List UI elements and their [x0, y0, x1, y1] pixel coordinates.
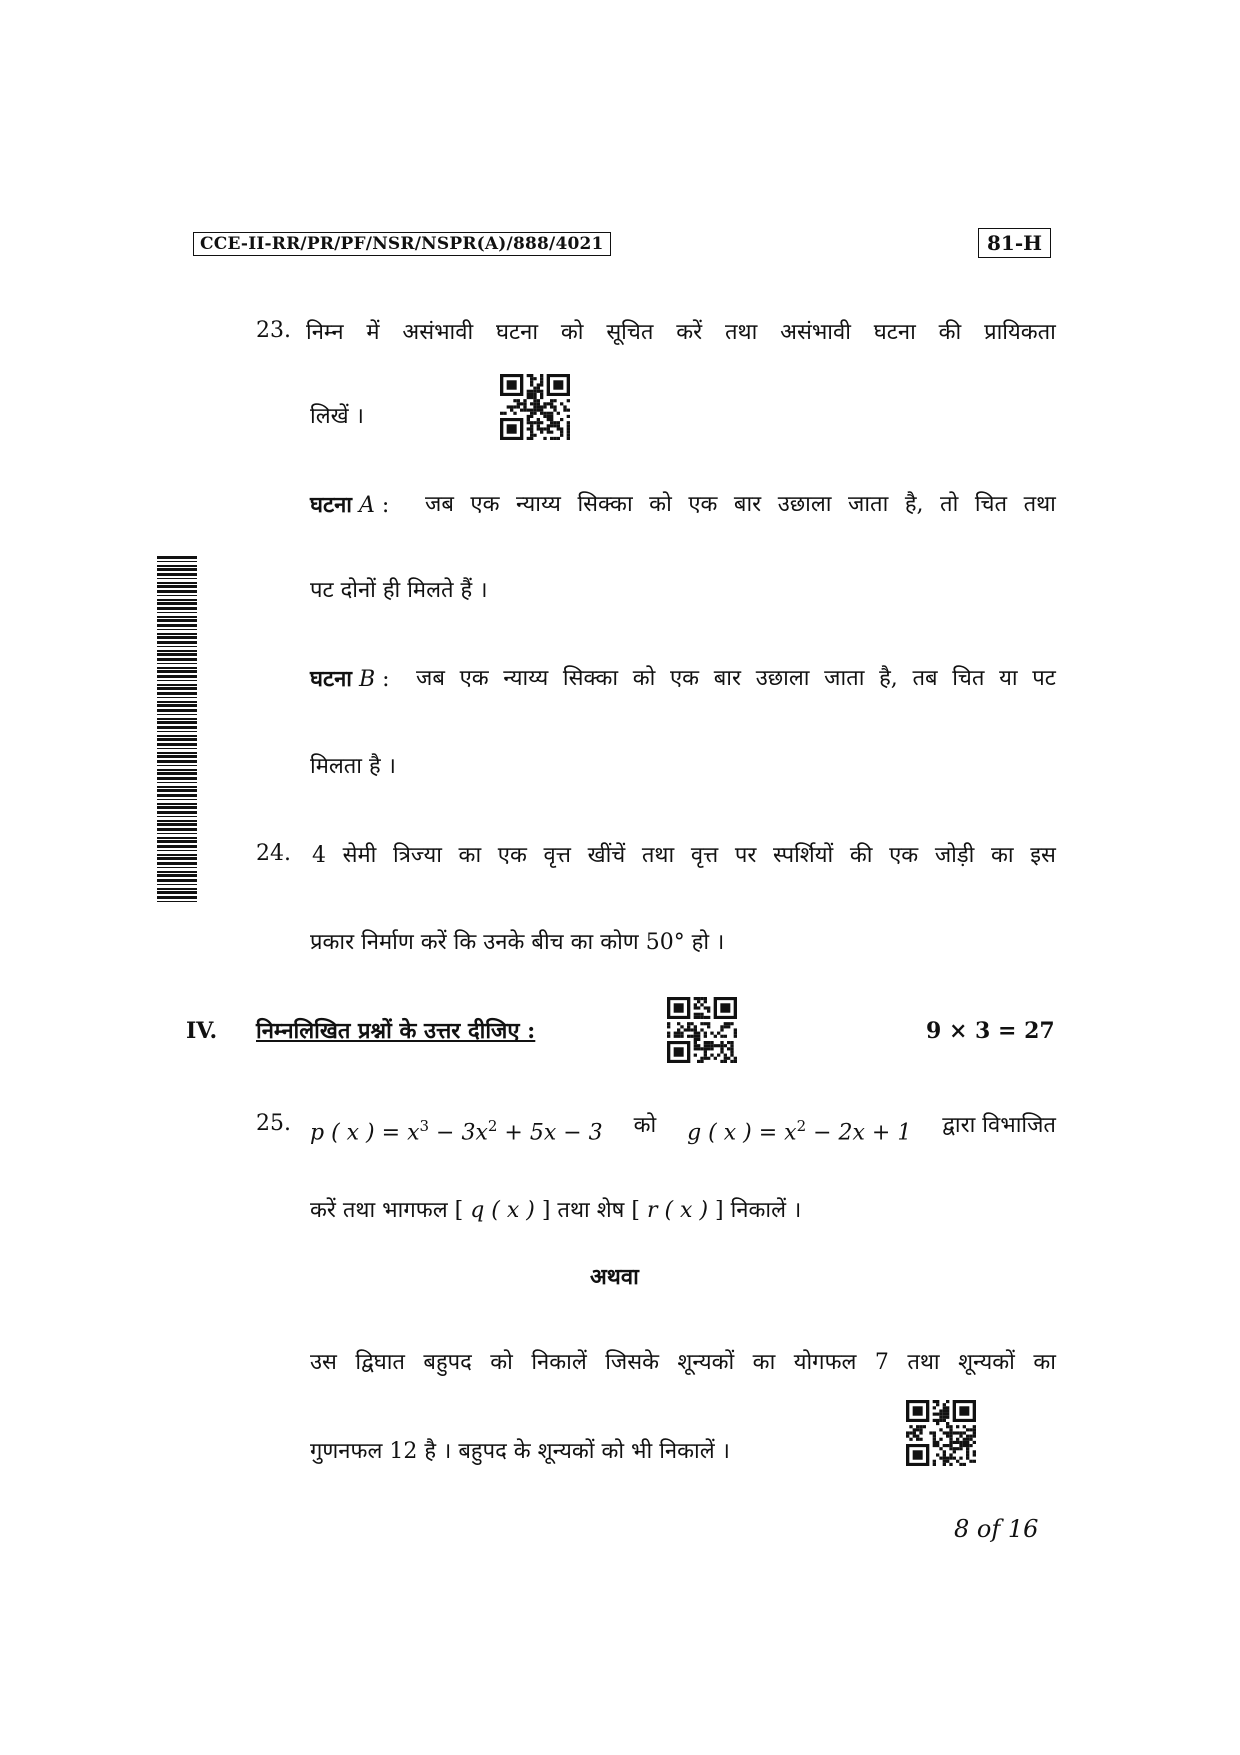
word: जब: [425, 492, 454, 517]
polynomial-g: [687, 1111, 911, 1148]
word: तथा: [725, 320, 758, 345]
word: त्रिज्या: [393, 843, 442, 868]
question-23-line2: लिखें ।: [310, 404, 364, 429]
word: को: [490, 1350, 513, 1375]
section-marks: 9 × 3 = 27: [926, 1018, 1055, 1044]
quotient-symbol: q ( x ): [470, 1198, 535, 1223]
word: योगफल: [793, 1350, 857, 1375]
word: को: [649, 492, 672, 517]
word: एक: [670, 666, 700, 691]
question-25-number: 25.: [256, 1111, 291, 1136]
word: तो: [940, 492, 959, 517]
word: एक: [688, 492, 718, 517]
word: निकालें: [531, 1350, 587, 1375]
word: शून्यकों: [958, 1350, 1015, 1375]
p-exp-2: 2: [487, 1117, 498, 1135]
word: खींचें: [587, 843, 626, 868]
word: चित: [974, 492, 1008, 517]
g-term-x: x: [784, 1120, 797, 1146]
g-term-rest: − 2x + 1: [806, 1120, 912, 1146]
word: न्याय्य: [516, 492, 561, 517]
p-term-rest: + 5x − 3: [497, 1120, 603, 1146]
word: उस: [310, 1350, 337, 1375]
line2-part-c: ] निकालें ।: [715, 1198, 802, 1223]
p-lhs: p ( x ) =: [310, 1120, 401, 1146]
word: बहुपद: [423, 1350, 472, 1375]
word: जाता: [848, 492, 889, 517]
question-24-line2: प्रकार निर्माण करें कि उनके बीच का कोण 50° हो ।: [310, 930, 725, 955]
word: जाता: [824, 666, 865, 691]
word: एक: [497, 843, 527, 868]
polynomial-p: [310, 1111, 603, 1148]
word: 7: [874, 1350, 889, 1375]
question-25-line1: [310, 1111, 1056, 1148]
word: निम्न: [306, 320, 344, 345]
remainder-symbol: r ( x ): [646, 1198, 709, 1223]
event-a-colon: :: [381, 493, 390, 518]
word: इस: [1030, 843, 1056, 868]
word: का: [1033, 1350, 1056, 1375]
word: या: [999, 666, 1018, 691]
word: करें: [676, 320, 703, 345]
question-23-line1: [306, 318, 1056, 348]
question-25-line2: [310, 1196, 801, 1226]
event-a-line1: [425, 490, 1056, 520]
word: प्रायिकता: [984, 320, 1056, 345]
word: को: [560, 320, 584, 345]
word: वृत्त: [543, 843, 571, 868]
word: वृत्त: [690, 843, 719, 868]
event-b-variable: B: [359, 667, 376, 692]
p-exp-3: 3: [419, 1117, 430, 1135]
word-ko: को: [633, 1113, 657, 1138]
line2-part-b: ] तथा शेष [: [541, 1198, 640, 1223]
word: सूचित: [606, 320, 654, 345]
word: चित: [952, 666, 985, 691]
word: तथा: [1023, 492, 1056, 517]
event-b-label: [310, 664, 390, 695]
word: पर: [734, 843, 757, 868]
event-b-line2: मिलता है ।: [310, 754, 397, 779]
word: की: [849, 843, 873, 868]
p-term-3x: − 3x: [429, 1120, 488, 1146]
alternative-line2: गुणनफल 12 है । बहुपद के शून्यकों को भी निकालें ।: [310, 1439, 730, 1464]
word: का: [752, 1350, 776, 1375]
word: का: [990, 843, 1014, 868]
qr-code-1: [500, 374, 570, 440]
word: असंभावी: [780, 320, 851, 345]
word: है,: [904, 492, 924, 517]
word: असंभावी: [402, 320, 474, 345]
g-lhs: g ( x ) =: [687, 1120, 778, 1146]
word: पट: [1032, 666, 1056, 691]
event-a-label: [310, 490, 389, 521]
word: सेमी: [342, 843, 377, 868]
qr-code-3: [906, 1400, 976, 1466]
word: तथा: [641, 843, 675, 868]
word: को: [632, 666, 656, 691]
line2-part-a: करें तथा भागफल [: [310, 1198, 464, 1223]
event-a-variable: A: [359, 493, 375, 518]
word: एक: [889, 843, 919, 868]
word: जिसके: [605, 1350, 659, 1375]
or-label: अथवा: [590, 1264, 639, 1290]
word: उछाला: [777, 492, 832, 517]
word: उछाला: [755, 666, 810, 691]
section-title: निम्नलिखित प्रश्नों के उत्तर दीजिए :: [256, 1018, 536, 1044]
word: बार: [733, 492, 762, 517]
g-exp-2: 2: [796, 1117, 807, 1135]
word: शून्यकों: [677, 1350, 735, 1375]
word: घटना: [496, 320, 539, 345]
event-b-colon: :: [382, 667, 390, 692]
event-a-word: घटना: [310, 492, 352, 518]
word: एक: [459, 666, 489, 691]
word: 4: [312, 843, 326, 868]
word: सिक्का: [577, 492, 633, 517]
word: का: [458, 843, 482, 868]
page-number: 8 of 16: [954, 1515, 1039, 1543]
event-a-line2: पट दोनों ही मिलते हैं ।: [310, 578, 488, 603]
word: जोड़ी: [934, 843, 975, 868]
word: स्पर्शियों: [773, 843, 834, 868]
word: द्विघात: [355, 1350, 405, 1375]
barcode: [157, 556, 197, 904]
question-23-number: 23.: [256, 318, 291, 343]
word: सिक्का: [562, 666, 619, 691]
question-25-tail: द्वारा विभाजित: [942, 1113, 1056, 1138]
alternative-line1: [310, 1348, 1056, 1378]
word: जब: [416, 666, 445, 691]
word: है,: [879, 666, 898, 691]
question-24-number: 24.: [256, 841, 291, 866]
paper-code: CCE-II-RR/PR/PF/NSR/NSPR(A)/888/4021: [193, 232, 611, 256]
event-b-line1: [416, 664, 1056, 694]
word: न्याय्य: [503, 666, 549, 691]
word: बार: [713, 666, 742, 691]
p-term-x: x: [407, 1120, 420, 1146]
section-number: IV.: [186, 1018, 218, 1044]
word: की: [938, 320, 962, 345]
event-b-word: घटना: [310, 666, 352, 692]
word: तथा: [907, 1350, 940, 1375]
word: एक: [470, 492, 500, 517]
word: घटना: [873, 320, 916, 345]
question-24-line1: [312, 841, 1056, 871]
word: में: [366, 320, 380, 345]
qr-code-2: [667, 997, 737, 1063]
word: तब: [912, 666, 938, 691]
page-code-badge: 81-H: [978, 228, 1051, 258]
